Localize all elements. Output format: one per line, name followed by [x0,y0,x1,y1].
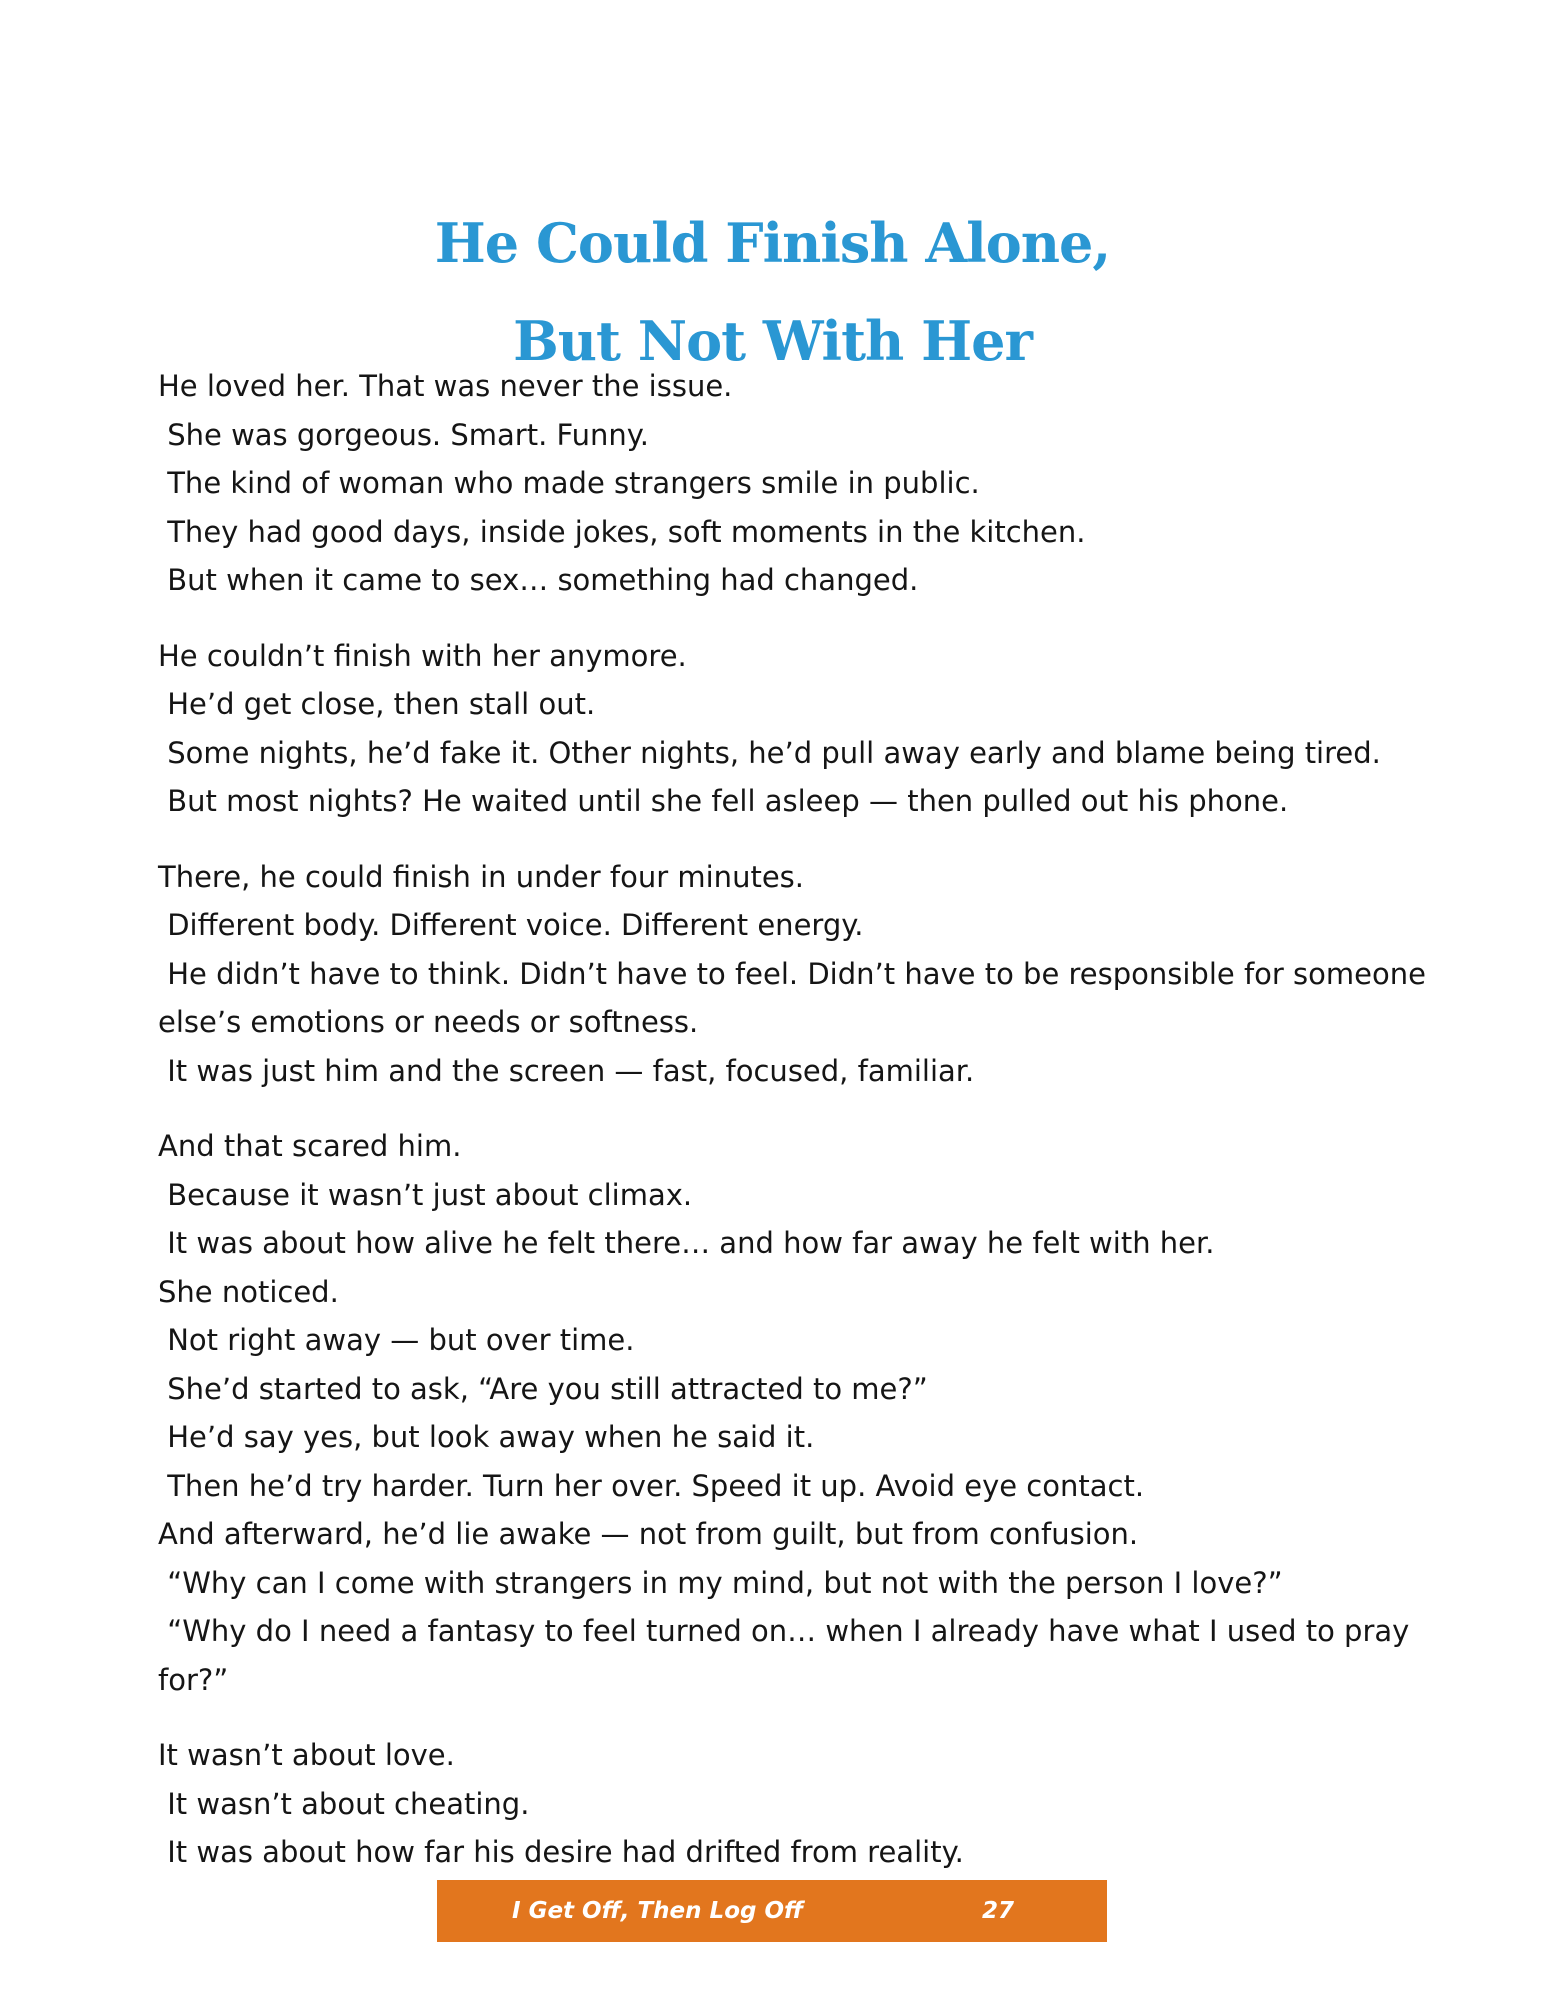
text-line: “Why can I come with strangers in my mind, but not with the person I love?” [158,1565,1283,1600]
page-title [0,194,1545,390]
text-line: They had good days, inside jokes, soft moments in the kitchen. [158,514,1086,549]
text-line: There, he could finish in under four minutes. [158,859,804,894]
body-text [158,362,1426,1904]
paragraph-2 [158,632,1418,826]
text-line: It wasn’t about love. [158,1738,455,1772]
text-line: The kind of woman who made strangers smile in public. [158,466,980,500]
footer-bar [437,1880,1107,1942]
title-line-2: But Not With Her [513,309,1032,374]
text-line: She was gorgeous. Smart. Funny. [158,417,650,452]
text-line: He loved her. That was never the issue. [158,369,733,403]
text-line: Because it wasn’t just about climax. [158,1177,693,1212]
text-line: But when it came to sex… something had changed. [158,563,919,597]
footer-book-title: I Get Off, Then Log Off [512,1898,804,1924]
text-line: Not right away — but over time. [158,1323,635,1357]
text-line: else’s emotions or needs or softness. [158,1005,699,1039]
text-line: He’d get close, then stall out. [158,687,596,721]
text-line: He’d say yes, but look away when he said it. [158,1420,815,1454]
text-line: Different body. Different voice. Different energy. [158,908,864,942]
text-line: And afterward, he’d lie awake — not from guilt, but from confusion. [158,1517,1139,1551]
text-line: But most nights? He waited until she fell asleep — then pulled out his phone. [158,784,1289,818]
text-line: It wasn’t about cheating. [158,1786,530,1821]
text-line: She’d started to ask, “Are you still attracted to me?” [158,1371,928,1406]
paragraph-5 [158,1731,1418,1877]
text-line: It was about how alive he felt there… and how far away he felt with her. [158,1226,1215,1260]
text-line: “Why do I need a fantasy to feel turned on… when I already have what I used to pray [158,1614,1410,1648]
title-line-1: He Could Finish Alone, [434,211,1111,276]
text-line: It was about how far his desire had drifted from reality. [158,1835,964,1869]
page-number: 27 [982,1898,1015,1924]
paragraph-4 [158,1122,1418,1704]
text-line: It was just him and the screen — fast, focused, familiar. [158,1053,975,1088]
text-line: And that scared him. [158,1129,462,1163]
paragraph-3 [158,853,1426,1096]
text-line: He couldn’t finish with her anymore. [158,638,687,673]
text-line: He didn’t have to think. Didn’t have to feel. Didn’t have to be responsible for someone [158,956,1426,991]
text-line: Some nights, he’d fake it. Other nights, he’d pull away early and blame being tired. [158,735,1381,770]
text-line: for?” [158,1662,229,1697]
text-line: She noticed. [158,1274,339,1309]
text-line: Then he’d try harder. Turn her over. Speed it up. Avoid eye contact. [158,1468,1145,1503]
paragraph-1 [158,362,1418,605]
